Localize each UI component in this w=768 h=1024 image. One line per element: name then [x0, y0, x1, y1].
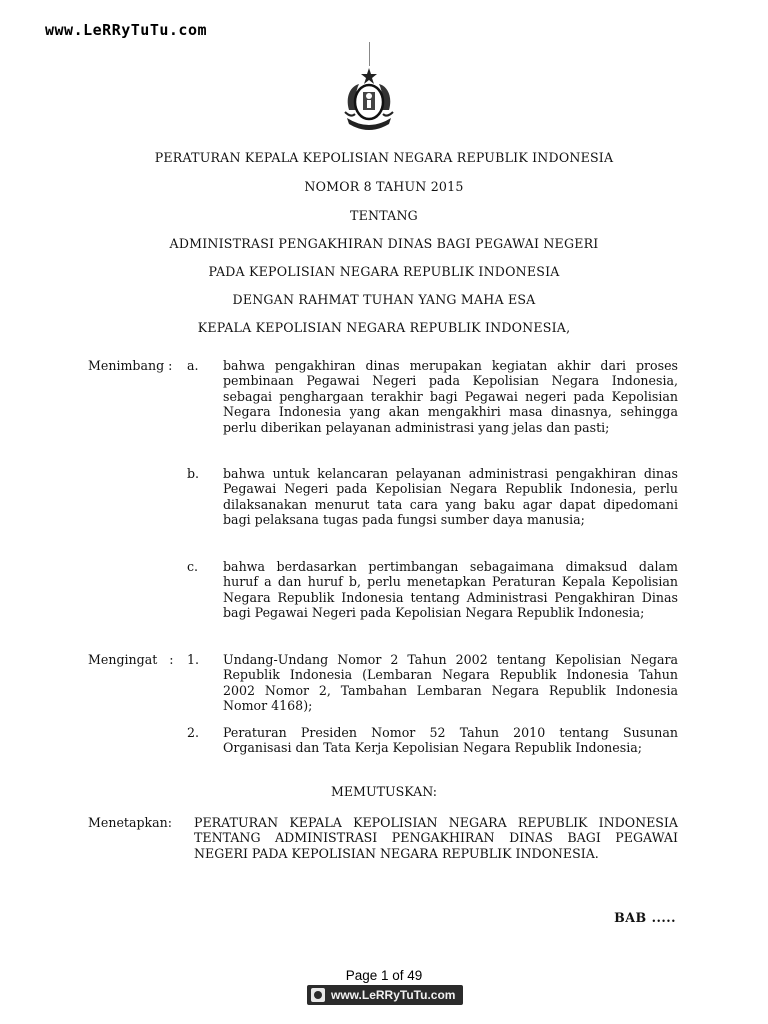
menetapkan-text: PERATURAN KEPALA KEPOLISIAN NEGARA REPUBLIK INDONESIA TENTANG ADMINISTRASI PENGAKHIRAN DINAS BAGI PEGAWAI NEGERI PADA KEPOLISIAN NEGARA REPUBLIK INDONESIA. — [194, 815, 678, 861]
mengingat-item-1: Undang-Undang Nomor 2 Tahun 2002 tentang Kepolisian Negara Republik Indonesia (Lembaran Negara Republik Indonesia Tahun 2002 Nomor 2, Tambahan Lembaran Negara Republik Indonesia Nomor 4168); — [223, 652, 678, 714]
invocation-line: DENGAN RAHMAT TUHAN YANG MAHA ESA — [232, 292, 536, 307]
menimbang-marker-c: c. — [187, 559, 199, 574]
mengingat-marker-1: 1. — [187, 652, 200, 667]
police-crest-emblem — [341, 66, 397, 136]
menetapkan-label: Menetapkan: — [88, 815, 173, 830]
tentang-heading: TENTANG — [350, 208, 418, 223]
authority-line: KEPALA KEPOLISIAN NEGARA REPUBLIK INDONESIA, — [197, 320, 571, 335]
subject-line-1: ADMINISTRASI PENGAKHIRAN DINAS BAGI PEGAWAI NEGERI — [169, 236, 599, 251]
menimbang-marker-b: b. — [187, 466, 200, 481]
mengingat-item-2: Peraturan Presiden Nomor 52 Tahun 2010 tentang Susunan Organisasi dan Tata Kerja Kepolisian Negara Republik Indonesia; — [223, 725, 678, 756]
menimbang-marker-a: a. — [187, 358, 199, 373]
watermark-site: www.LeRRyTuTu.com — [45, 21, 208, 39]
title-line-1: PERATURAN KEPALA KEPOLISIAN NEGARA REPUBLIK INDONESIA — [154, 150, 614, 165]
camera-icon — [311, 988, 325, 1002]
mengingat-marker-2: 2. — [187, 725, 200, 740]
next-page-continuation: BAB ..... — [614, 910, 676, 925]
footer-banner — [307, 985, 463, 1005]
menimbang-item-b: bahwa untuk kelancaran pelayanan administrasi pengakhiran dinas Pegawai Negeri pada Kepolisian Negara Republik Indonesia, perlu dilaksanakan menurut tata cara yang baku agar dapat dipedomani bagi pelaksana tugas pada fungsi sumber daya manusia; — [223, 466, 678, 528]
menimbang-label: Menimbang : — [88, 358, 173, 373]
regulation-number: NOMOR 8 TAHUN 2015 — [304, 179, 464, 194]
subject-line-2: PADA KEPOLISIAN NEGARA REPUBLIK INDONESIA — [208, 264, 560, 279]
footer-banner-text: www.LeRRyTuTu.com — [331, 988, 456, 1002]
mengingat-label: Mengingat : — [88, 652, 174, 667]
menimbang-item-c: bahwa berdasarkan pertimbangan sebagaimana dimaksud dalam huruf a dan huruf b, perlu menetapkan Peraturan Kepala Kepolisian Negara Republik Indonesia tentang Administrasi Pengakhiran Dinas bagi Pegawai Negeri pada Kepolisian Negara Republik Indonesia; — [223, 559, 678, 621]
memutuskan-heading: MEMUTUSKAN: — [330, 784, 438, 799]
crest-line — [369, 42, 370, 66]
page-number: Page 1 of 49 — [345, 968, 423, 983]
menimbang-item-a: bahwa pengakhiran dinas merupakan kegiatan akhir dari proses pembinaan Pegawai Negeri pada Kepolisian Negara Indonesia, sebagai penghargaan terakhir bagi Pegawai negeri pada Kepolisian Negara Indonesia yang akan mengakhiri masa dinasnya, sehingga perlu diberikan pelayanan administrasi yang jelas dan pasti; — [223, 358, 678, 435]
